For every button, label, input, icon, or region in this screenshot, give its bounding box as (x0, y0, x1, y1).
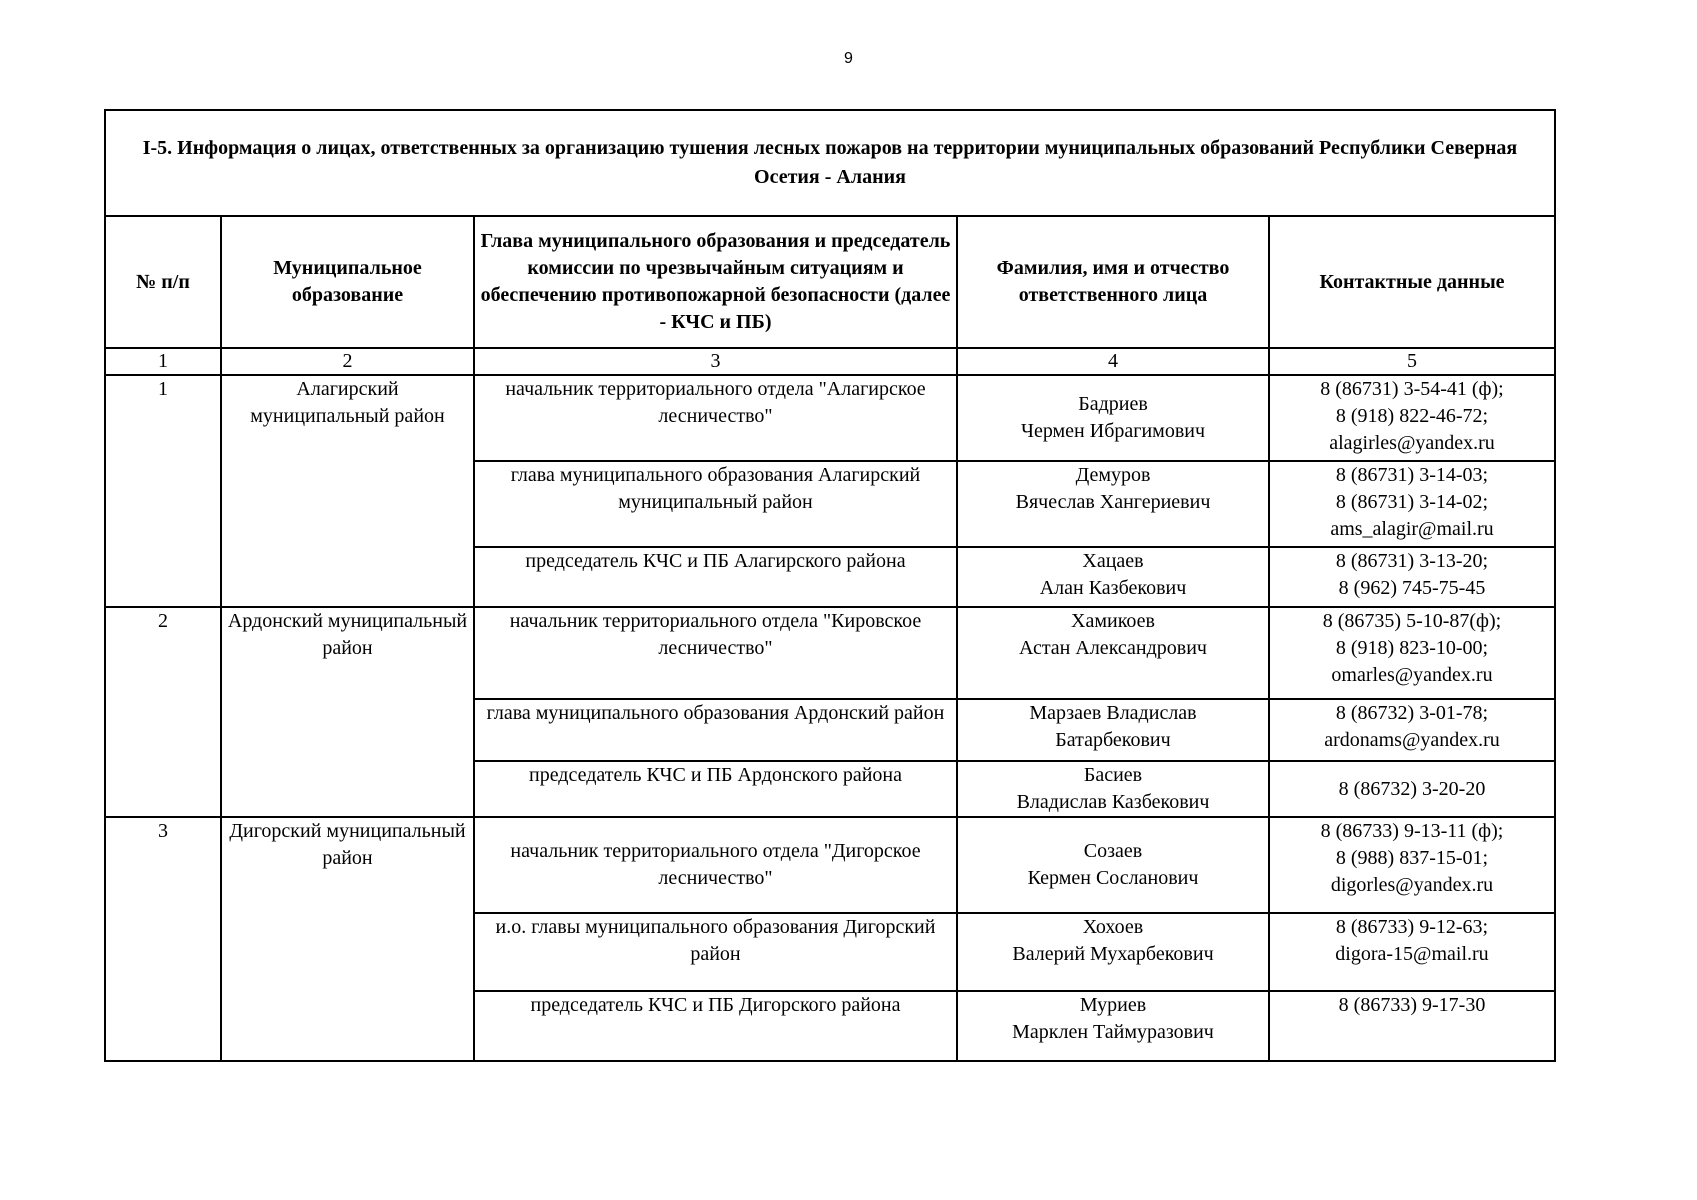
header-head: Глава муниципального образования и председатель комиссии по чрезвычайным ситуациям и обеспечению противопожарной безопасности (далее - КЧС и ПБ) (474, 216, 957, 348)
column-number: 3 (474, 348, 957, 375)
person-name: Басиев Владислав Казбекович (957, 761, 1269, 817)
position-cell: глава муниципального образования Ардонский район (474, 699, 957, 761)
row-num: 1 (105, 375, 221, 607)
position-cell: и.о. главы муниципального образования Дигорский район (474, 913, 957, 991)
person-name: Муриев Марклен Таймуразович (957, 991, 1269, 1061)
person-name: Хохоев Валерий Мухарбекович (957, 913, 1269, 991)
header-num: № п/п (105, 216, 221, 348)
contacts-cell: 8 (86735) 5-10-87(ф); 8 (918) 823-10-00; omarles@yandex.ru (1269, 607, 1555, 699)
row-num: 2 (105, 607, 221, 817)
person-name: Хацаев Алан Казбекович (957, 547, 1269, 607)
position-cell: начальник территориального отдела "Алагирское лесничество" (474, 375, 957, 461)
column-number: 2 (221, 348, 474, 375)
contacts-cell: 8 (86731) 3-54-41 (ф); 8 (918) 822-46-72; alagirles@yandex.ru (1269, 375, 1555, 461)
contacts-cell: 8 (86731) 3-14-03; 8 (86731) 3-14-02; ams_alagir@mail.ru (1269, 461, 1555, 547)
table-caption: I-5. Информация о лицах, ответственных за организацию тушения лесных пожаров на территории муниципальных образований Республики Северная Осетия - Алания (105, 110, 1555, 216)
position-cell: председатель КЧС и ПБ Алагирского района (474, 547, 957, 607)
responsible-persons-table (104, 109, 1556, 1062)
municipality-name: Ардонский муниципальный район (221, 607, 474, 817)
municipality-name: Алагирский муниципальный район (221, 375, 474, 607)
person-name: Марзаев Владислав Батарбекович (957, 699, 1269, 761)
municipality-name: Дигорский муниципальный район (221, 817, 474, 1061)
contacts-cell: 8 (86731) 3-13-20; 8 (962) 745-75-45 (1269, 547, 1555, 607)
position-cell: председатель КЧС и ПБ Дигорского района (474, 991, 957, 1061)
contacts-cell: 8 (86733) 9-13-11 (ф); 8 (988) 837-15-01; digorles@yandex.ru (1269, 817, 1555, 913)
table-row (105, 817, 1555, 913)
table-row (105, 375, 1555, 461)
position-cell: начальник территориального отдела "Дигорское лесничество" (474, 817, 957, 913)
row-num: 3 (105, 817, 221, 1061)
position-cell: глава муниципального образования Алагирский муниципальный район (474, 461, 957, 547)
header-contacts: Контактные данные (1269, 216, 1555, 348)
contacts-cell: 8 (86732) 3-01-78; ardonams@yandex.ru (1269, 699, 1555, 761)
contacts-cell: 8 (86733) 9-12-63; digora-15@mail.ru (1269, 913, 1555, 991)
column-number: 1 (105, 348, 221, 375)
header-municipality: Муниципальное образование (221, 216, 474, 348)
contacts-cell: 8 (86732) 3-20-20 (1269, 761, 1555, 817)
position-cell: начальник территориального отдела "Кировское лесничество" (474, 607, 957, 699)
header-person: Фамилия, имя и отчество ответственного лица (957, 216, 1269, 348)
person-name: Хамикоев Астан Александрович (957, 607, 1269, 699)
person-name: Бадриев Чермен Ибрагимович (957, 375, 1269, 461)
position-cell: председатель КЧС и ПБ Ардонского района (474, 761, 957, 817)
contacts-cell: 8 (86733) 9-17-30 (1269, 991, 1555, 1061)
column-number: 5 (1269, 348, 1555, 375)
person-name: Демуров Вячеслав Хангериевич (957, 461, 1269, 547)
page-number: 9 (844, 50, 853, 67)
table-row (105, 607, 1555, 699)
column-number: 4 (957, 348, 1269, 375)
person-name: Созаев Кермен Сосланович (957, 817, 1269, 913)
